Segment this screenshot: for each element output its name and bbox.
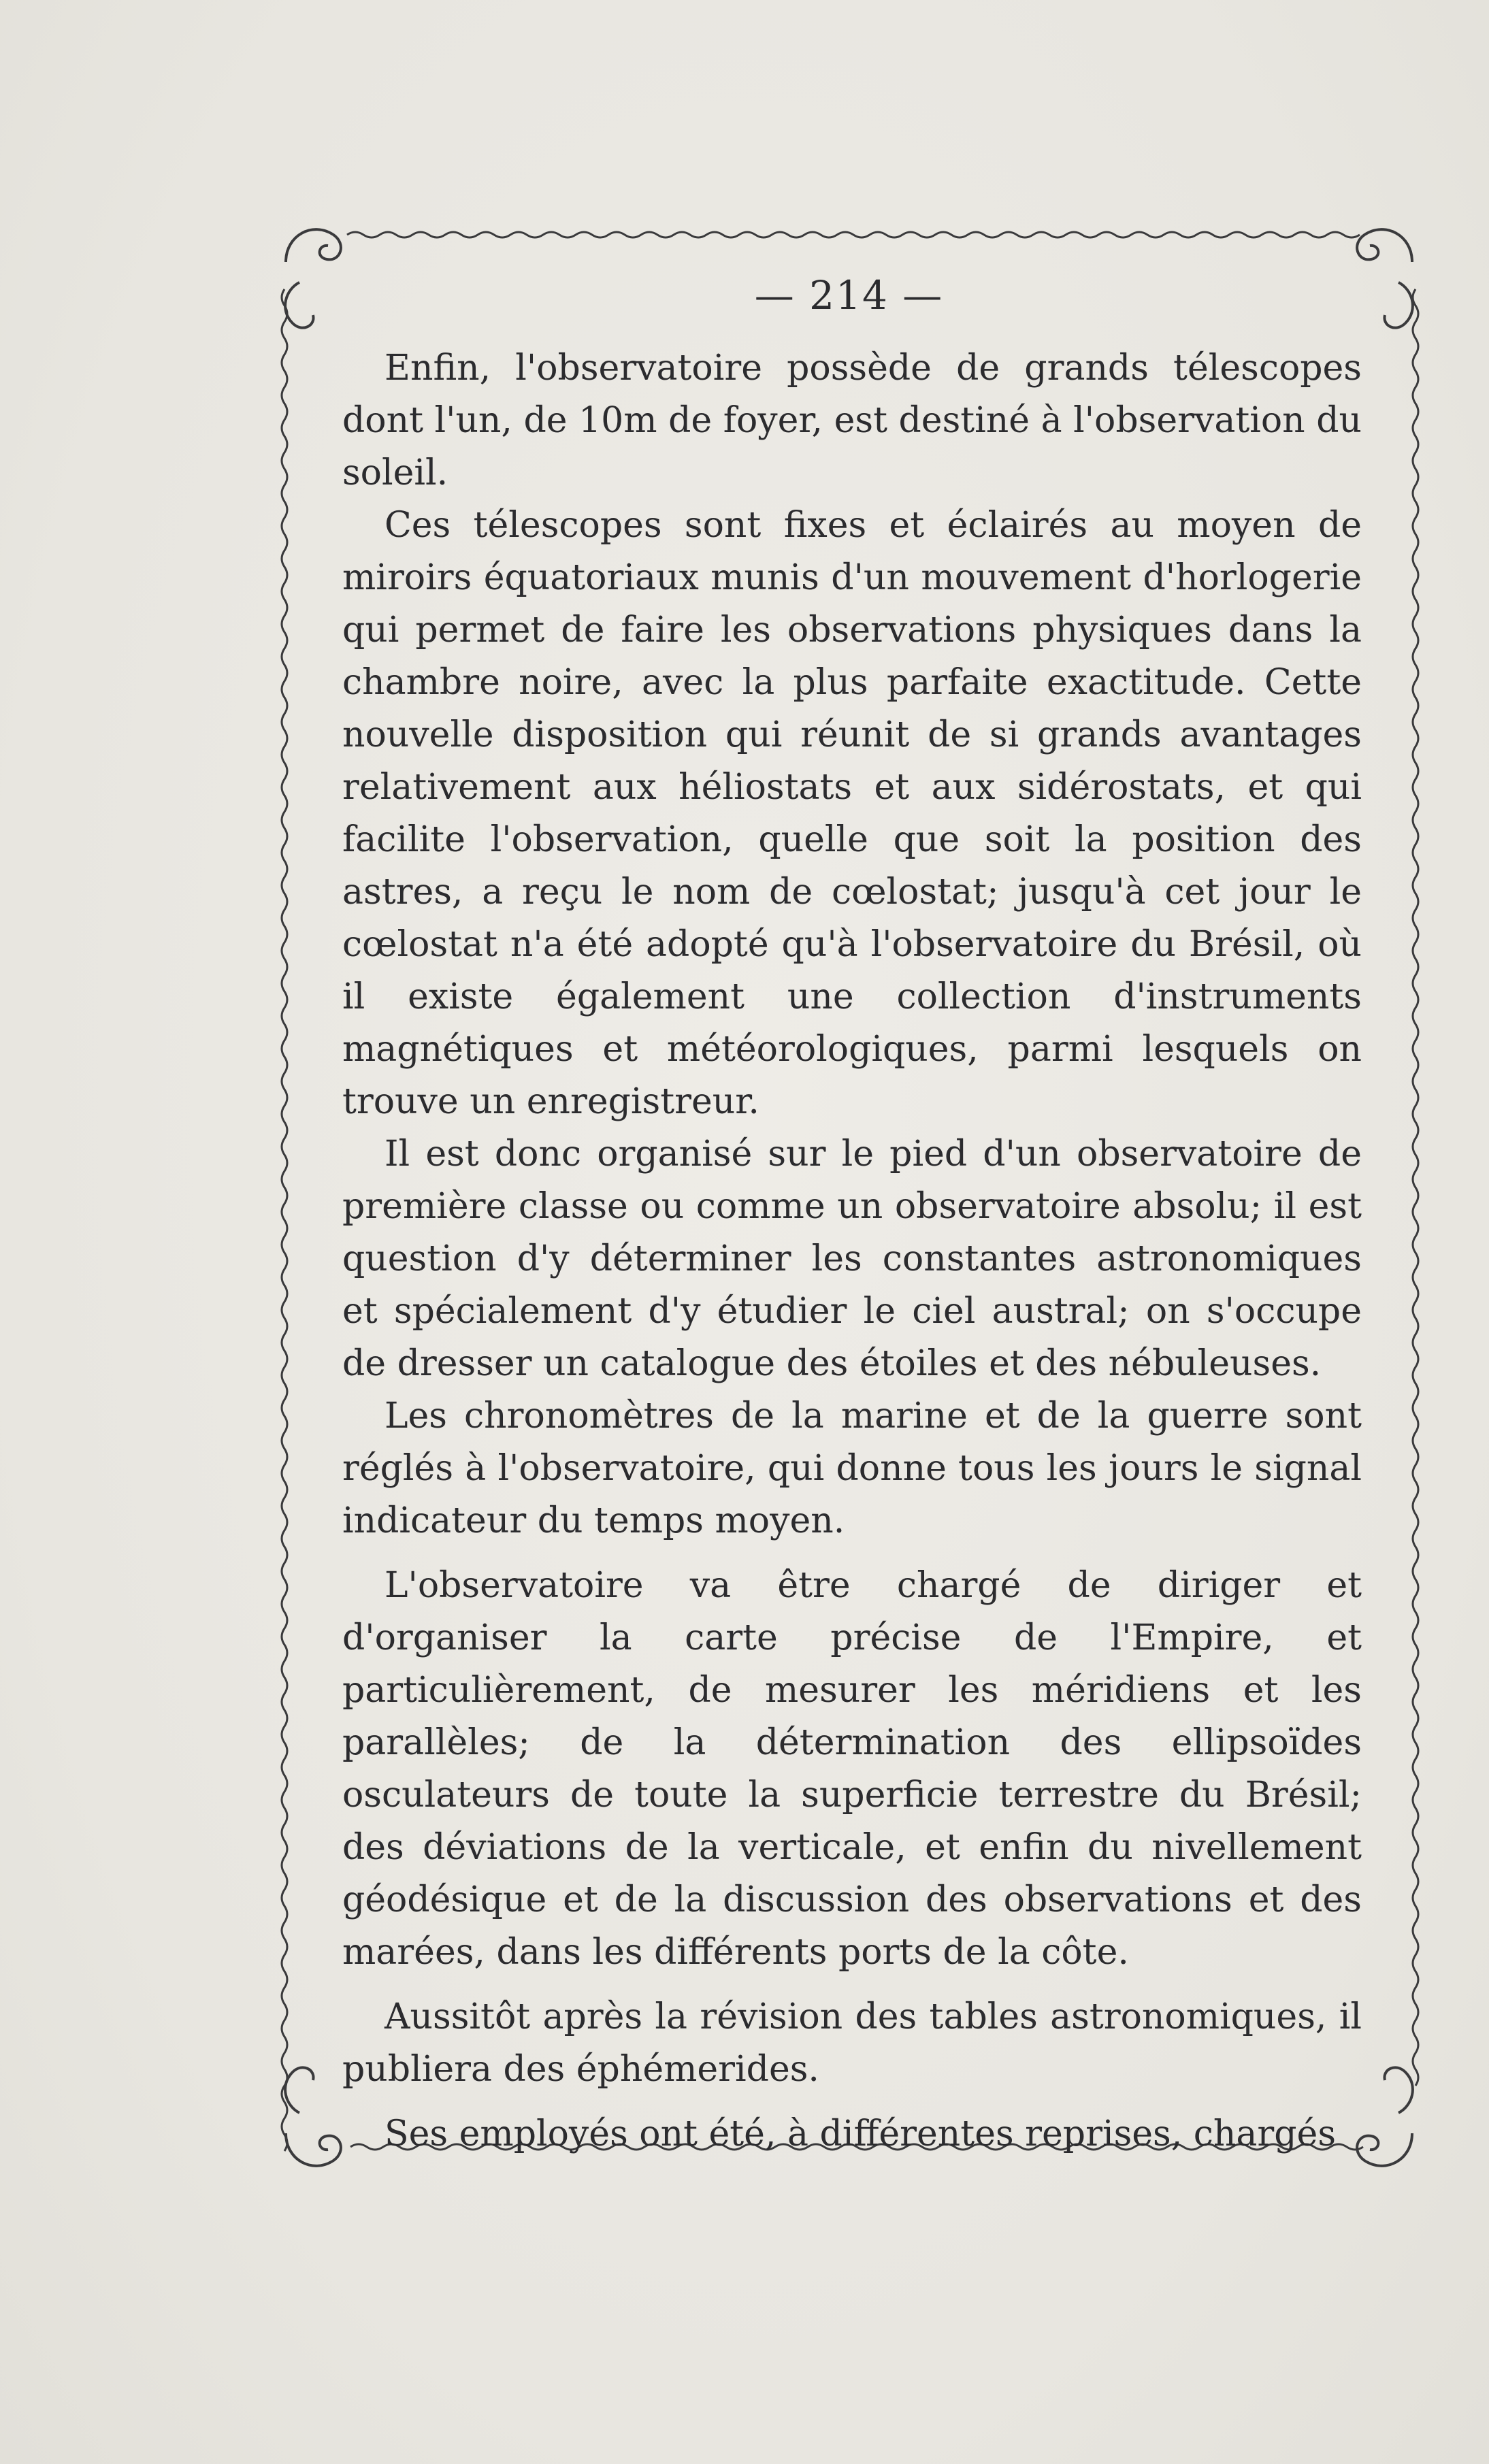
paragraph-telescopes: Enfin, l'observatoire possède de grands télescopes dont l'un, de 10m de foyer, est destiné à l'observation du soleil. (342, 348, 1362, 493)
paragraph-employes: Ses employés ont été, à différentes reprises, chargés (384, 2114, 1337, 2154)
page-number: — 214 — (754, 272, 944, 318)
body-text (342, 342, 1362, 2161)
paragraph-ephemerides: Aussitôt après la révision des tables astronomiques, il publiera des éphémerides. (342, 1997, 1362, 2090)
ornamental-frame (272, 208, 1426, 2174)
paragraph-carte: L'observatoire va être chargé de diriger et d'organiser la carte précise de l'Empire, et particulièrement, de mesurer les méridiens et les parallèles; de la détermination des ellipsoïdes osculateurs de toute la superficie terrestre du Brésil; des déviations de la verticale, et enfin du nivellement géodésique et de la discussion des observations et des marées, dans les différents ports de la côte. (342, 1565, 1362, 1973)
paragraph-chronometres: Les chronomètres de la marine et de la guerre sont réglés à l'observatoire, qui donne tous les jours le signal indicateur du temps moyen. (342, 1396, 1362, 1541)
paragraph-coelostat: Ces télescopes sont fixes et éclairés au moyen de miroirs équatoriaux munis d'un mouvement d'horlogerie qui permet de faire les observations physiques dans la chambre noire, avec la plus parfaite exactitude. Cette nouvelle disposition qui réunit de si grands avantages relativement aux héliostats et aux sidérostats, et qui facilite l'observation, quelle que soit la position des astres, a reçu le nom de cœlostat; jusqu'à cet jour le cœlostat n'a été adopté qu'à l'observatoire du Brésil, où il existe également une collection d'instruments magnétiques et météorologiques, parmi lesquels on trouve un enregistreur. (342, 505, 1362, 1122)
paragraph-organisation: Il est donc organisé sur le pied d'un observatoire de première classe ou comme un observatoire absolu; il est question d'y déterminer les constantes astronomiques et spécialement d'y étudier le ciel austral; on s'occupe de dresser un catalogue des étoiles et des nébuleuses. (342, 1134, 1362, 1384)
